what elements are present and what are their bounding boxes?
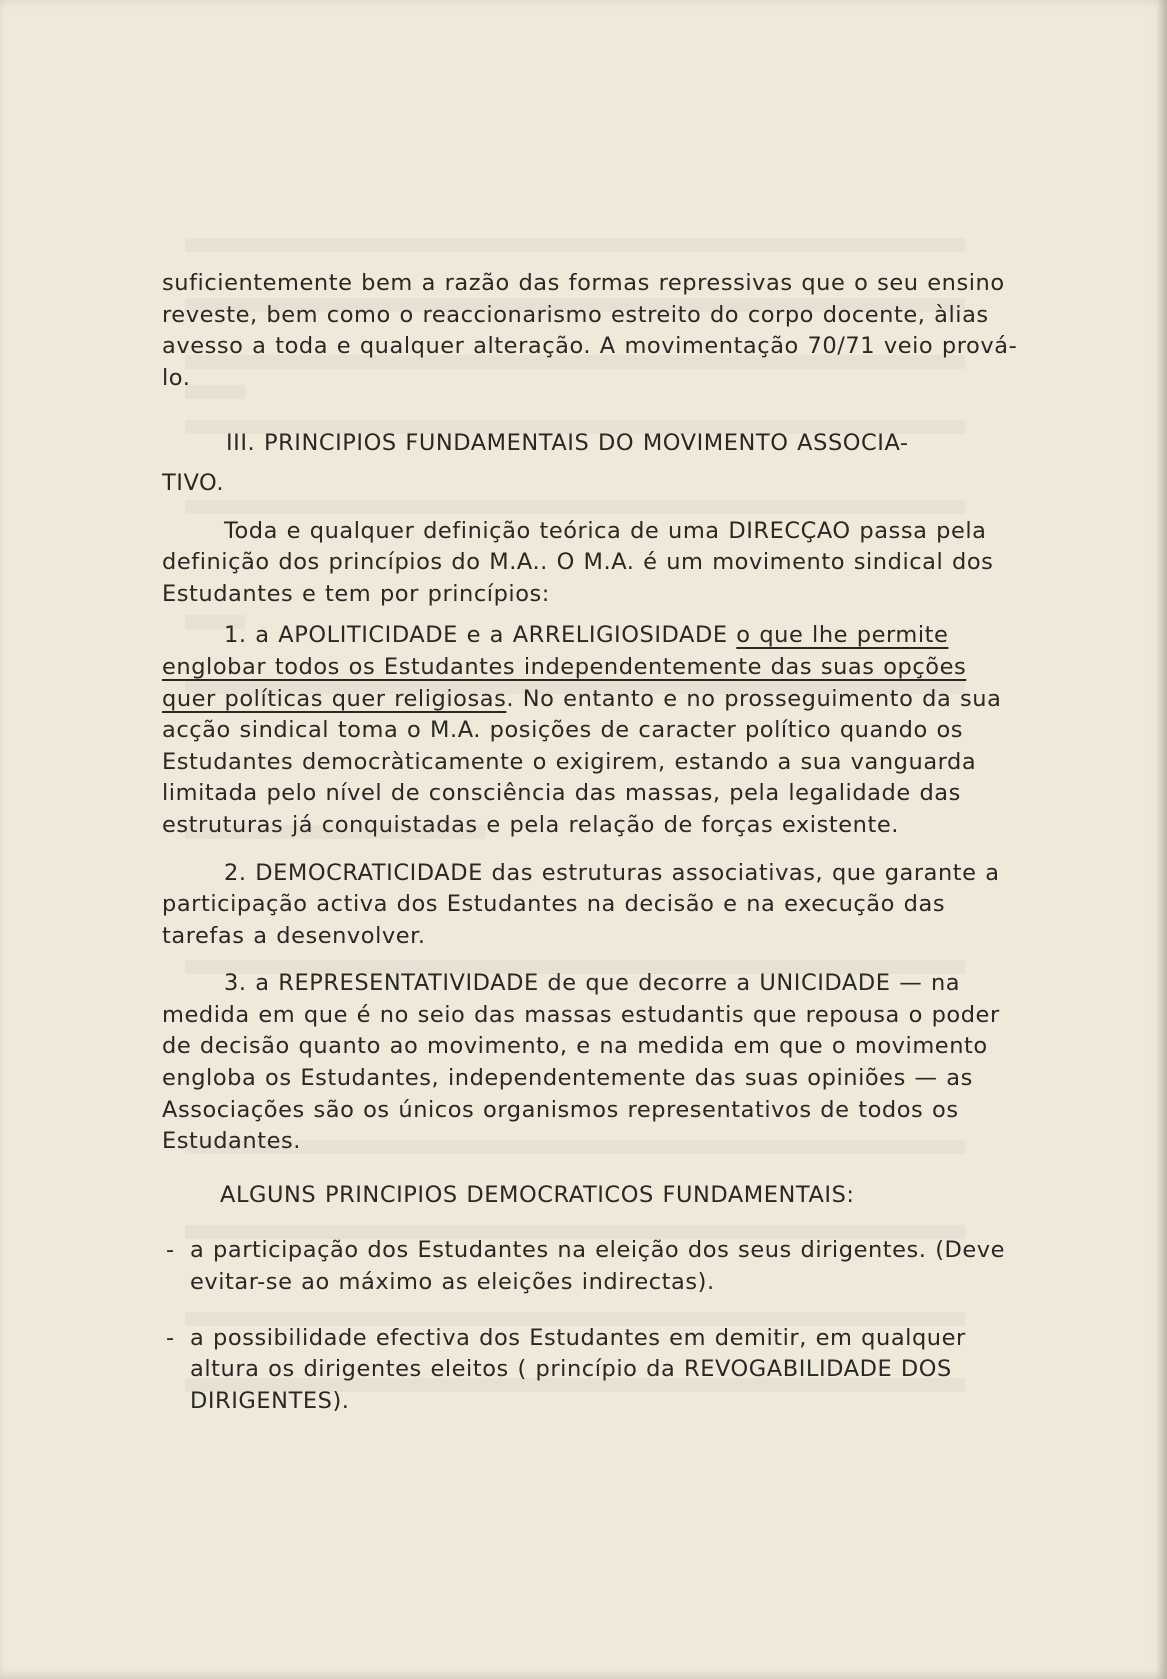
list-item	[162, 1235, 1020, 1298]
principle-1-rest: . No entanto e no prosseguimento da sua acção sindical toma o M.A. posições de caracter político quando os Estudantes democràticamente o exigirem, estando a sua vanguarda limitada pelo nível de consciência das massas, pela legalidade das estruturas já conquistadas e pela relação de forças existente.	[162, 685, 1002, 838]
bullet-1-text: a participação dos Estudantes na eleição dos seus dirigentes. (Deve evitar-se ao máximo as eleições indirectas).	[190, 1237, 1006, 1296]
intro-paragraph: suficientemente bem a razão das formas repressivas que o seu ensino reveste, bem como o reaccionarismo estreito do corpo docente, àlias avesso a toda e qualquer alteração. A movimentação 70/71 veio prová-lo.	[162, 270, 1018, 391]
principle-1-underlined: o que lhe permite englobar todos os Estudantes independentemente das suas opções quer políticas quer religiosas	[162, 622, 967, 712]
section-heading-continuation: TIVO.	[162, 469, 225, 496]
bullet-2-text: a possibilidade efectiva dos Estudantes em demitir, em qualquer altura os dirigentes eleitos ( princípio da REVOGABILIDADE DOS DIRIGENTES).	[190, 1324, 966, 1414]
document-body	[162, 268, 1020, 1417]
page-edge-shadow	[1157, 0, 1167, 1679]
principle-1-title: 1. a APOLITICIDADE e a ARRELIGIOSIDADE	[224, 622, 728, 649]
list-item	[162, 1323, 1020, 1418]
democratic-principles-heading: ALGUNS PRINCIPIOS DEMOCRATICOS FUNDAMENTAIS:	[220, 1181, 855, 1208]
definition-paragraph: Toda e qualquer definição teórica de uma DIRECÇAO passa pela definição dos princípios do M.A.. O M.A. é um movimento sindical dos Estudantes e tem por princípios:	[162, 517, 994, 607]
principle-2-paragraph: 2. DEMOCRATICIDADE das estruturas associativas, que garante a participação activa dos Estudantes na decisão e na execução das tarefas a desenvolver.	[162, 859, 1000, 949]
bullet-dash: -	[166, 1324, 175, 1351]
principle-1-paragraph	[162, 620, 1020, 841]
bullet-dash: -	[166, 1237, 175, 1264]
section-heading: III. PRINCIPIOS FUNDAMENTAIS DO MOVIMENTO ASSOCIA-	[226, 430, 909, 457]
principle-3-paragraph: 3. a REPRESENTATIVIDADE de que decorre a UNICIDADE — na medida em que é no seio das massas estudantis que repousa o poder de decisão quanto ao movimento, e na medida em que o movimento engloba os Estudantes, independentemente das suas opiniões — as Associações são os únicos organismos representativos de todos os Estudantes.	[162, 970, 1000, 1155]
